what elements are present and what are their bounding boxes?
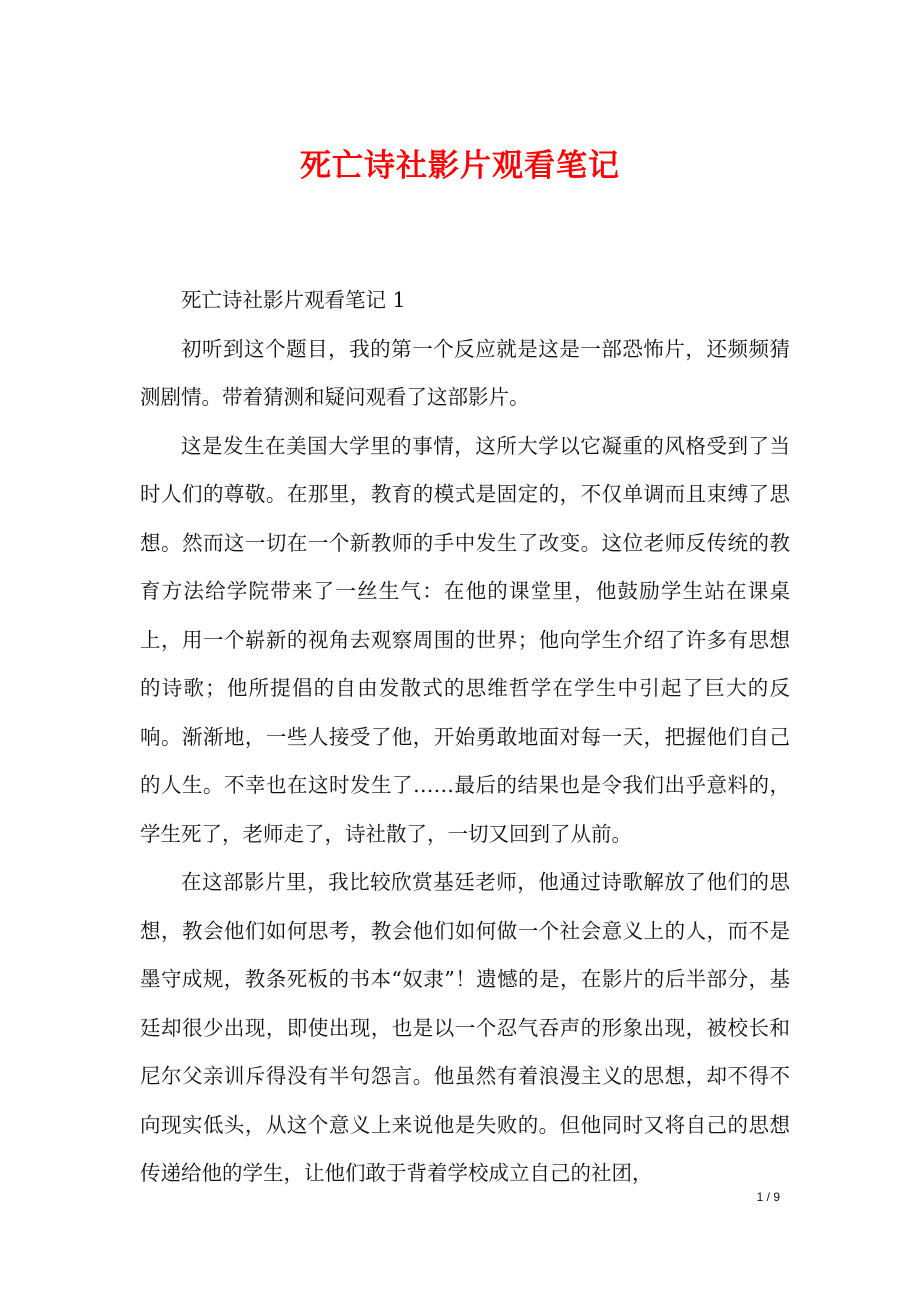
paragraph: 在这部影片里，我比较欣赏基廷老师，他通过诗歌解放了他们的思想，教会他们如何思考，教会他们如何做一个社会意义上的人，而不是墨守成规，教条死板的书本“奴隶”！遗憾的是，在影片的后半部分，基廷却很少出现，即使出现，也是以一个忍气吞声的形象出现，被校长和尼尔父亲训斥得没有半句怨言。他虽然有着浪漫主义的思想，却不得不向现实低头，从这个意义上来说他是失败的。但他同时又将自己的思想传递给他的学生，让他们敢于背着学校成立自己的社团， (140, 870, 790, 1185)
page-number: 1 / 9 (756, 1190, 780, 1204)
paragraph-heading: 死亡诗社影片观看笔记 1 (181, 288, 406, 312)
document-body (140, 276, 790, 1198)
paragraph: 这是发生在美国大学里的事情，这所大学以它凝重的风格受到了当时人们的尊敬。在那里，教育的模式是固定的，不仅单调而且束缚了思想。然而这一切在一个新教师的手中发生了改变。这位老师反传统的教育方法给学院带来了一丝生气：在他的课堂里，他鼓励学生站在课桌上，用一个崭新的视角去观察周围的世界；他向学生介绍了许多有思想的诗歌；他所提倡的自由发散式的思维哲学在学生中引起了巨大的反响。渐渐地，一些人接受了他，开始勇敢地面对每一天，把握他们自己的人生。不幸也在这时发生了……最后的结果也是令我们出乎意料的，学生死了，老师走了，诗社散了，一切又回到了从前。 (140, 433, 790, 846)
paragraph: 初听到这个题目，我的第一个反应就是这是一部恐怖片，还频频猜测剧情。带着猜测和疑问观看了这部影片。 (140, 336, 790, 409)
document-title: 死亡诗社影片观看笔记 (300, 148, 620, 184)
